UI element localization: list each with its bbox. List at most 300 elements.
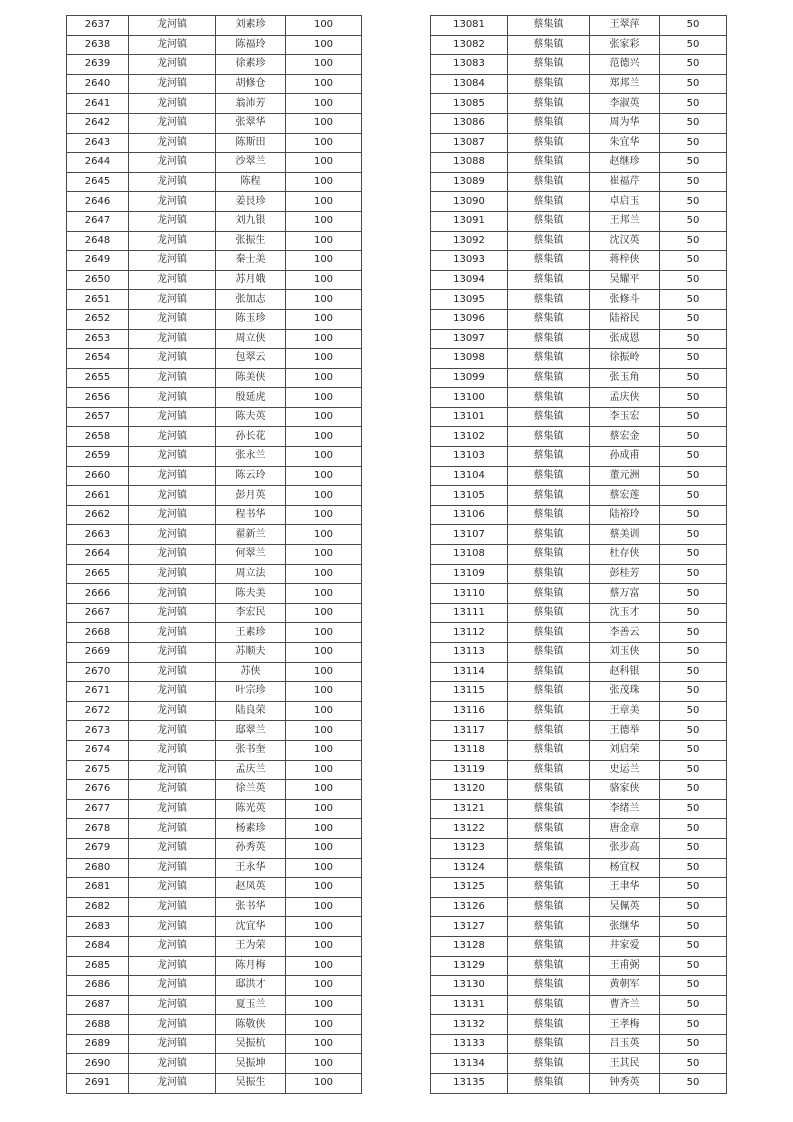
cell-number: 2687: [67, 995, 129, 1015]
cell-amount: 100: [286, 682, 362, 702]
cell-town: 蔡集镇: [508, 192, 590, 212]
cell-town: 蔡集镇: [508, 721, 590, 741]
cell-number: 13126: [431, 897, 508, 917]
cell-amount: 50: [660, 270, 727, 290]
table-row: [67, 231, 362, 251]
cell-town: 龙河镇: [129, 917, 216, 937]
table-row: [67, 349, 362, 369]
cell-name: 王素珍: [216, 623, 286, 643]
cell-town: 龙河镇: [129, 740, 216, 760]
cell-town: 蔡集镇: [508, 113, 590, 133]
cell-number: 13103: [431, 447, 508, 467]
cell-number: 13122: [431, 819, 508, 839]
cell-town: 蔡集镇: [508, 545, 590, 565]
cell-town: 龙河镇: [129, 1015, 216, 1035]
cell-amount: 100: [286, 858, 362, 878]
cell-name: 范德兴: [590, 55, 660, 75]
cell-town: 蔡集镇: [508, 682, 590, 702]
table-row: [431, 172, 727, 192]
cell-town: 蔡集镇: [508, 427, 590, 447]
cell-amount: 100: [286, 290, 362, 310]
cell-name: 徐兰英: [216, 780, 286, 800]
table-row: [431, 740, 727, 760]
cell-amount: 100: [286, 525, 362, 545]
cell-amount: 100: [286, 564, 362, 584]
cell-name: 李玉宏: [590, 407, 660, 427]
cell-number: 13132: [431, 1015, 508, 1035]
cell-name: 郑邦兰: [590, 74, 660, 94]
left-table-body: [67, 16, 362, 1094]
table-row: [67, 427, 362, 447]
cell-name: 陆裕民: [590, 309, 660, 329]
cell-name: 吴耀平: [590, 270, 660, 290]
table-row: [431, 329, 727, 349]
cell-town: 蔡集镇: [508, 701, 590, 721]
cell-town: 蔡集镇: [508, 486, 590, 506]
cell-name: 苏顺夫: [216, 643, 286, 663]
table-row: [67, 584, 362, 604]
cell-name: 苏侠: [216, 662, 286, 682]
cell-number: 2685: [67, 956, 129, 976]
cell-town: 龙河镇: [129, 721, 216, 741]
table-row: [67, 55, 362, 75]
table-row: [67, 760, 362, 780]
table-row: [431, 74, 727, 94]
cell-town: 龙河镇: [129, 1034, 216, 1054]
table-row: [67, 545, 362, 565]
cell-name: 沈宜华: [216, 917, 286, 937]
table-row: [67, 329, 362, 349]
cell-town: 龙河镇: [129, 407, 216, 427]
cell-name: 张振生: [216, 231, 286, 251]
cell-town: 龙河镇: [129, 936, 216, 956]
table-row: [67, 270, 362, 290]
table-row: [431, 505, 727, 525]
cell-name: 吴佩英: [590, 897, 660, 917]
cell-amount: 50: [660, 113, 727, 133]
table-row: [431, 368, 727, 388]
cell-amount: 50: [660, 35, 727, 55]
cell-number: 13100: [431, 388, 508, 408]
cell-name: 井家爱: [590, 936, 660, 956]
cell-town: 蔡集镇: [508, 603, 590, 623]
cell-town: 龙河镇: [129, 309, 216, 329]
table-row: [67, 643, 362, 663]
cell-amount: 100: [286, 936, 362, 956]
cell-town: 蔡集镇: [508, 153, 590, 173]
cell-name: 蒋梓侠: [590, 251, 660, 271]
cell-name: 翁沛芳: [216, 94, 286, 114]
cell-amount: 50: [660, 368, 727, 388]
cell-town: 龙河镇: [129, 466, 216, 486]
cell-number: 13101: [431, 407, 508, 427]
cell-amount: 50: [660, 819, 727, 839]
cell-name: 陈夫美: [216, 584, 286, 604]
table-row: [431, 780, 727, 800]
table-row: [431, 349, 727, 369]
cell-amount: 100: [286, 55, 362, 75]
cell-town: 蔡集镇: [508, 760, 590, 780]
cell-name: 王德举: [590, 721, 660, 741]
cell-amount: 100: [286, 976, 362, 996]
cell-name: 陈云玲: [216, 466, 286, 486]
cell-town: 龙河镇: [129, 838, 216, 858]
table-row: [67, 721, 362, 741]
cell-number: 13125: [431, 878, 508, 898]
cell-amount: 50: [660, 231, 727, 251]
cell-number: 2647: [67, 211, 129, 231]
cell-town: 蔡集镇: [508, 231, 590, 251]
cell-amount: 50: [660, 701, 727, 721]
cell-number: 2637: [67, 16, 129, 36]
cell-name: 杨宜权: [590, 858, 660, 878]
table-row: [67, 113, 362, 133]
cell-name: 张成恩: [590, 329, 660, 349]
cell-name: 殷延虎: [216, 388, 286, 408]
cell-name: 何翠兰: [216, 545, 286, 565]
cell-amount: 50: [660, 976, 727, 996]
cell-name: 董元洲: [590, 466, 660, 486]
cell-number: 2660: [67, 466, 129, 486]
cell-amount: 50: [660, 349, 727, 369]
table-row: [67, 682, 362, 702]
table-row: [431, 545, 727, 565]
cell-amount: 50: [660, 466, 727, 486]
table-row: [67, 290, 362, 310]
cell-number: 2668: [67, 623, 129, 643]
cell-number: 2651: [67, 290, 129, 310]
cell-number: 2690: [67, 1054, 129, 1074]
cell-town: 龙河镇: [129, 290, 216, 310]
table-row: [67, 153, 362, 173]
cell-number: 13084: [431, 74, 508, 94]
cell-number: 13111: [431, 603, 508, 623]
table-row: [431, 211, 727, 231]
cell-amount: 100: [286, 897, 362, 917]
cell-name: 骆家侠: [590, 780, 660, 800]
cell-town: 蔡集镇: [508, 270, 590, 290]
cell-amount: 50: [660, 564, 727, 584]
table-row: [431, 721, 727, 741]
table-row: [67, 799, 362, 819]
cell-amount: 50: [660, 192, 727, 212]
cell-number: 13118: [431, 740, 508, 760]
table-row: [431, 662, 727, 682]
cell-town: 龙河镇: [129, 153, 216, 173]
cell-amount: 100: [286, 662, 362, 682]
table-row: [67, 94, 362, 114]
table-row: [431, 799, 727, 819]
cell-name: 陈福玲: [216, 35, 286, 55]
cell-amount: 100: [286, 35, 362, 55]
cell-number: 13096: [431, 309, 508, 329]
cell-number: 13085: [431, 94, 508, 114]
table-row: [431, 1054, 727, 1074]
cell-name: 陈程: [216, 172, 286, 192]
cell-amount: 100: [286, 211, 362, 231]
cell-name: 陈玉珍: [216, 309, 286, 329]
cell-town: 龙河镇: [129, 760, 216, 780]
table-row: [431, 388, 727, 408]
cell-town: 蔡集镇: [508, 623, 590, 643]
cell-name: 刘启荣: [590, 740, 660, 760]
cell-name: 夏玉兰: [216, 995, 286, 1015]
cell-town: 龙河镇: [129, 427, 216, 447]
cell-town: 蔡集镇: [508, 329, 590, 349]
cell-name: 徐素珍: [216, 55, 286, 75]
table-row: [67, 740, 362, 760]
cell-amount: 100: [286, 349, 362, 369]
cell-number: 13130: [431, 976, 508, 996]
cell-number: 2691: [67, 1074, 129, 1094]
cell-town: 蔡集镇: [508, 16, 590, 36]
cell-number: 13124: [431, 858, 508, 878]
cell-name: 张永兰: [216, 447, 286, 467]
table-row: [431, 309, 727, 329]
table-row: [67, 897, 362, 917]
table-row: [67, 936, 362, 956]
table-row: [67, 780, 362, 800]
cell-town: 蔡集镇: [508, 1054, 590, 1074]
table-row: [67, 564, 362, 584]
cell-number: 2646: [67, 192, 129, 212]
cell-amount: 50: [660, 799, 727, 819]
cell-number: 2640: [67, 74, 129, 94]
table-row: [67, 1034, 362, 1054]
table-row: [67, 956, 362, 976]
table-row: [431, 290, 727, 310]
cell-number: 2645: [67, 172, 129, 192]
cell-amount: 50: [660, 1054, 727, 1074]
cell-amount: 100: [286, 878, 362, 898]
table-row: [431, 897, 727, 917]
cell-name: 张茂珠: [590, 682, 660, 702]
cell-town: 龙河镇: [129, 956, 216, 976]
cell-name: 王聿华: [590, 878, 660, 898]
cell-name: 曹齐兰: [590, 995, 660, 1015]
cell-amount: 100: [286, 172, 362, 192]
table-row: [431, 447, 727, 467]
table-row: [67, 819, 362, 839]
cell-name: 王邦兰: [590, 211, 660, 231]
cell-amount: 100: [286, 956, 362, 976]
cell-number: 13108: [431, 545, 508, 565]
cell-town: 蔡集镇: [508, 55, 590, 75]
cell-town: 蔡集镇: [508, 447, 590, 467]
cell-name: 沈玉才: [590, 603, 660, 623]
cell-name: 李宏民: [216, 603, 286, 623]
cell-town: 龙河镇: [129, 603, 216, 623]
cell-town: 蔡集镇: [508, 819, 590, 839]
cell-number: 2677: [67, 799, 129, 819]
cell-number: 2670: [67, 662, 129, 682]
cell-number: 2658: [67, 427, 129, 447]
table-row: [431, 1015, 727, 1035]
table-row: [67, 16, 362, 36]
cell-name: 杨素珍: [216, 819, 286, 839]
table-row: [431, 995, 727, 1015]
cell-town: 蔡集镇: [508, 35, 590, 55]
cell-amount: 100: [286, 740, 362, 760]
cell-name: 胡修仓: [216, 74, 286, 94]
cell-name: 王翠萍: [590, 16, 660, 36]
cell-name: 赵继珍: [590, 153, 660, 173]
table-row: [67, 309, 362, 329]
table-row: [67, 368, 362, 388]
cell-number: 13104: [431, 466, 508, 486]
table-row: [67, 251, 362, 271]
cell-town: 龙河镇: [129, 799, 216, 819]
table-row: [67, 623, 362, 643]
cell-number: 2675: [67, 760, 129, 780]
cell-number: 13120: [431, 780, 508, 800]
cell-town: 龙河镇: [129, 35, 216, 55]
cell-town: 龙河镇: [129, 1074, 216, 1094]
cell-name: 刘玉侠: [590, 643, 660, 663]
cell-number: 2648: [67, 231, 129, 251]
table-row: [67, 603, 362, 623]
cell-town: 蔡集镇: [508, 525, 590, 545]
cell-number: 2669: [67, 643, 129, 663]
table-row: [431, 133, 727, 153]
table-row: [67, 701, 362, 721]
table-row: [431, 956, 727, 976]
cell-town: 龙河镇: [129, 682, 216, 702]
cell-name: 彭月英: [216, 486, 286, 506]
cell-name: 陈月梅: [216, 956, 286, 976]
cell-amount: 100: [286, 701, 362, 721]
cell-name: 杜存侠: [590, 545, 660, 565]
cell-town: 龙河镇: [129, 819, 216, 839]
cell-name: 陈敬侠: [216, 1015, 286, 1035]
cell-number: 2639: [67, 55, 129, 75]
cell-number: 2650: [67, 270, 129, 290]
cell-town: 龙河镇: [129, 74, 216, 94]
cell-number: 13134: [431, 1054, 508, 1074]
cell-town: 龙河镇: [129, 878, 216, 898]
cell-number: 13135: [431, 1074, 508, 1094]
cell-number: 2684: [67, 936, 129, 956]
cell-name: 邸洪才: [216, 976, 286, 996]
cell-number: 13093: [431, 251, 508, 271]
cell-number: 13099: [431, 368, 508, 388]
cell-number: 2638: [67, 35, 129, 55]
table-row: [67, 1015, 362, 1035]
cell-town: 龙河镇: [129, 113, 216, 133]
cell-town: 蔡集镇: [508, 211, 590, 231]
cell-name: 陈光英: [216, 799, 286, 819]
cell-name: 程书华: [216, 505, 286, 525]
table-row: [431, 113, 727, 133]
table-row: [431, 1074, 727, 1094]
cell-town: 蔡集镇: [508, 133, 590, 153]
cell-town: 龙河镇: [129, 505, 216, 525]
cell-town: 蔡集镇: [508, 799, 590, 819]
cell-number: 2642: [67, 113, 129, 133]
cell-number: 13117: [431, 721, 508, 741]
table-row: [431, 270, 727, 290]
cell-number: 13133: [431, 1034, 508, 1054]
cell-name: 周立侠: [216, 329, 286, 349]
cell-town: 蔡集镇: [508, 309, 590, 329]
table-row: [67, 466, 362, 486]
cell-number: 2679: [67, 838, 129, 858]
cell-amount: 100: [286, 1015, 362, 1035]
cell-amount: 100: [286, 309, 362, 329]
table-row: [67, 976, 362, 996]
table-row: [431, 936, 727, 956]
cell-name: 张加志: [216, 290, 286, 310]
cell-amount: 100: [286, 113, 362, 133]
table-row: [67, 505, 362, 525]
cell-number: 2676: [67, 780, 129, 800]
cell-name: 李淑英: [590, 94, 660, 114]
left-table: [66, 15, 362, 1094]
cell-town: 龙河镇: [129, 192, 216, 212]
table-row: [67, 486, 362, 506]
cell-town: 蔡集镇: [508, 251, 590, 271]
cell-amount: 50: [660, 878, 727, 898]
cell-number: 2641: [67, 94, 129, 114]
cell-amount: 50: [660, 505, 727, 525]
cell-town: 龙河镇: [129, 133, 216, 153]
cell-number: 2652: [67, 309, 129, 329]
table-row: [431, 819, 727, 839]
cell-amount: 100: [286, 584, 362, 604]
cell-amount: 50: [660, 897, 727, 917]
cell-name: 翟新兰: [216, 525, 286, 545]
cell-number: 13116: [431, 701, 508, 721]
cell-town: 蔡集镇: [508, 995, 590, 1015]
cell-name: 彭桂芳: [590, 564, 660, 584]
cell-amount: 50: [660, 760, 727, 780]
cell-name: 孟庆侠: [590, 388, 660, 408]
cell-town: 龙河镇: [129, 701, 216, 721]
cell-name: 张书奎: [216, 740, 286, 760]
cell-amount: 50: [660, 211, 727, 231]
cell-amount: 50: [660, 407, 727, 427]
cell-name: 史运兰: [590, 760, 660, 780]
cell-town: 龙河镇: [129, 995, 216, 1015]
cell-amount: 50: [660, 603, 727, 623]
cell-amount: 100: [286, 838, 362, 858]
table-row: [67, 662, 362, 682]
cell-town: 龙河镇: [129, 349, 216, 369]
cell-number: 2678: [67, 819, 129, 839]
cell-town: 龙河镇: [129, 251, 216, 271]
table-row: [67, 447, 362, 467]
cell-town: 龙河镇: [129, 780, 216, 800]
cell-name: 钟秀英: [590, 1074, 660, 1094]
table-row: [431, 525, 727, 545]
cell-number: 2655: [67, 368, 129, 388]
cell-name: 唐金章: [590, 819, 660, 839]
cell-number: 2656: [67, 388, 129, 408]
cell-number: 13081: [431, 16, 508, 36]
cell-amount: 50: [660, 936, 727, 956]
cell-amount: 100: [286, 1054, 362, 1074]
table-row: [431, 838, 727, 858]
cell-name: 孙秀英: [216, 838, 286, 858]
table-row: [67, 917, 362, 937]
cell-town: 蔡集镇: [508, 780, 590, 800]
cell-name: 王其民: [590, 1054, 660, 1074]
cell-number: 13095: [431, 290, 508, 310]
cell-name: 朱宜华: [590, 133, 660, 153]
cell-name: 蔡宏莲: [590, 486, 660, 506]
cell-number: 13107: [431, 525, 508, 545]
cell-name: 吴振杭: [216, 1034, 286, 1054]
